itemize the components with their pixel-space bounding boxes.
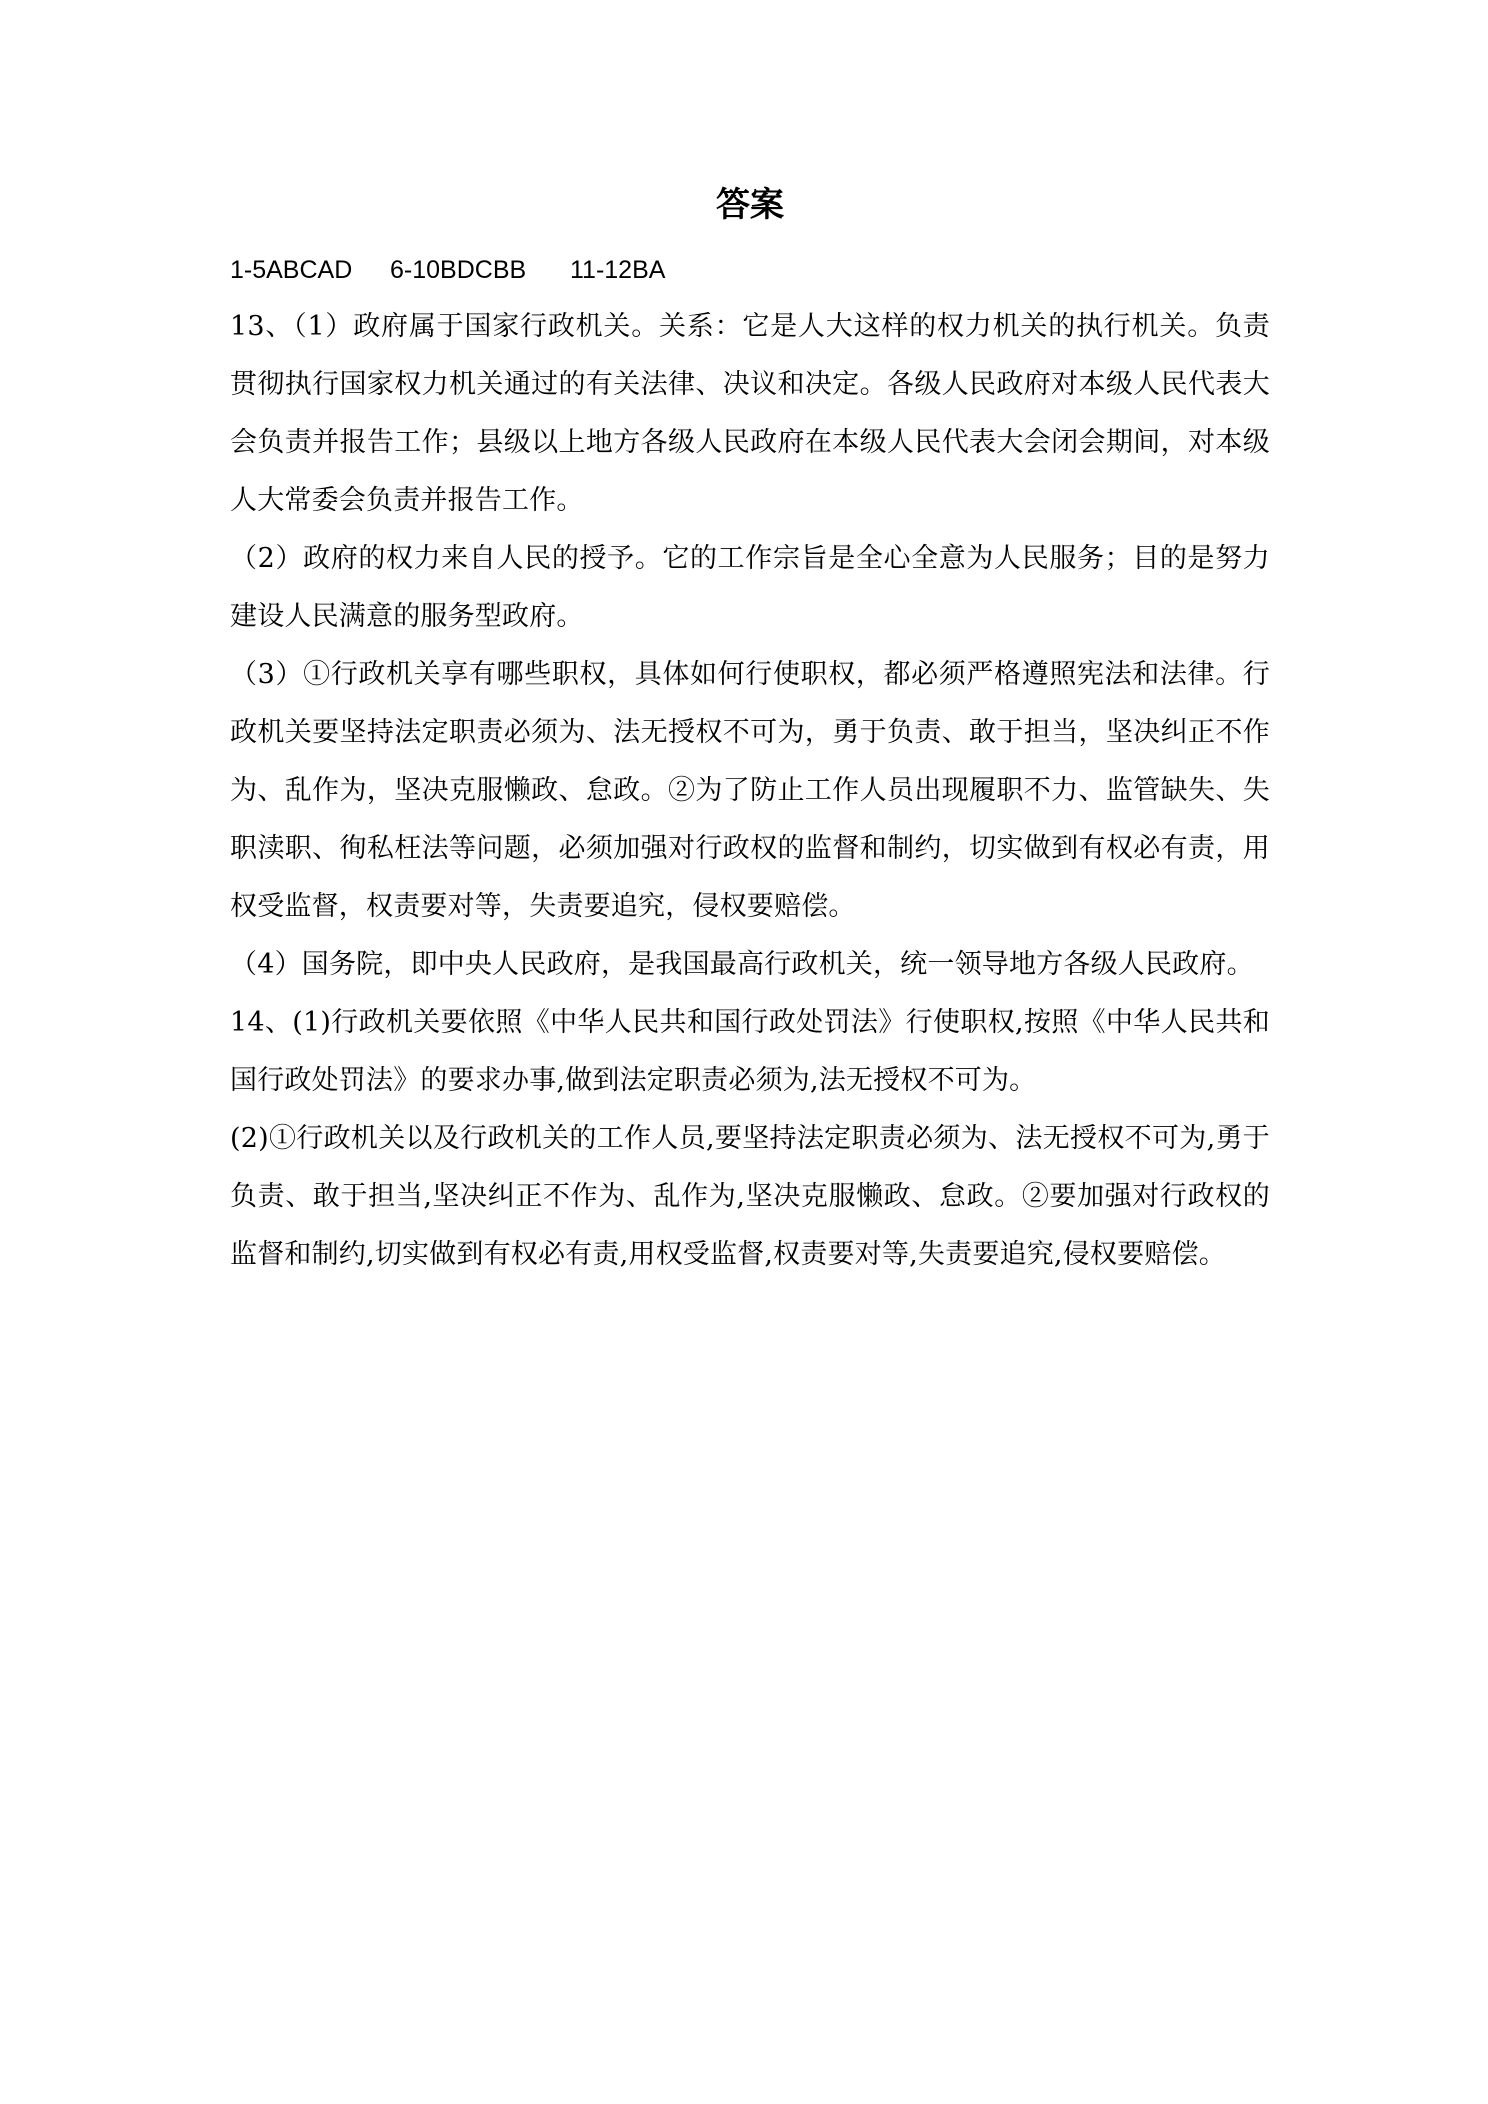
answer-13-part-2: （2）政府的权力来自人民的授予。它的工作宗旨是全心全意为人民服务；目的是努力建设人民满意的服务型政府。: [230, 543, 1270, 632]
answer-13-part-3: （3）①行政机关享有哪些职权，具体如何行使职权，都必须严格遵照宪法和法律。行政机关要坚持法定职责必须为、法无授权不可为，勇于负责、敢于担当，坚决纠正不作为、乱作为，坚决克服懒政、怠政。②为了防止工作人员出现履职不力、监管缺失、失职渎职、徇私枉法等问题，必须加强对行政权的监督和制约，切实做到有权必有责，用权受监督，权责要对等，失责要追究，侵权要赔偿。: [230, 659, 1270, 922]
answer-13-part-1: 13、（1）政府属于国家行政机关。关系：它是人大这样的权力机关的执行机关。负责贯彻执行国家权力机关通过的有关法律、决议和决定。各级人民政府对本级人民代表大会负责并报告工作；县级以上地方各级人民政府在本级人民代表大会闭会期间，对本级人大常委会负责并报告工作。: [230, 311, 1270, 516]
answer-14-part-2: (2)①行政机关以及行政机关的工作人员,要坚持法定职责必须为、法无授权不可为,勇于负责、敢于担当,坚决纠正不作为、乱作为,坚决克服懒政、怠政。②要加强对行政权的监督和制约,切实做到有权必有责,用权受监督,权责要对等,失责要追究,侵权要赔偿。: [230, 1123, 1270, 1270]
answer-sheet: [230, 170, 1270, 1284]
choice-answer-11-12: 11-12BA: [570, 256, 666, 284]
choice-answer-1-5: 1-5ABCAD: [230, 256, 353, 284]
answer-13-part-4: （4）国务院，即中央人民政府，是我国最高行政机关，统一领导地方各级人民政府。: [230, 949, 1254, 980]
choice-answers-row: [230, 242, 1270, 298]
answer-14-part-1: 14、(1)行政机关要依照《中华人民共和国行政处罚法》行使职权,按照《中华人民共和国行政处罚法》的要求办事,做到法定职责必须为,法无授权不可为。: [230, 1007, 1270, 1096]
page-title: 答案: [716, 185, 784, 225]
choice-answer-6-10: 6-10BDCBB: [390, 256, 527, 284]
